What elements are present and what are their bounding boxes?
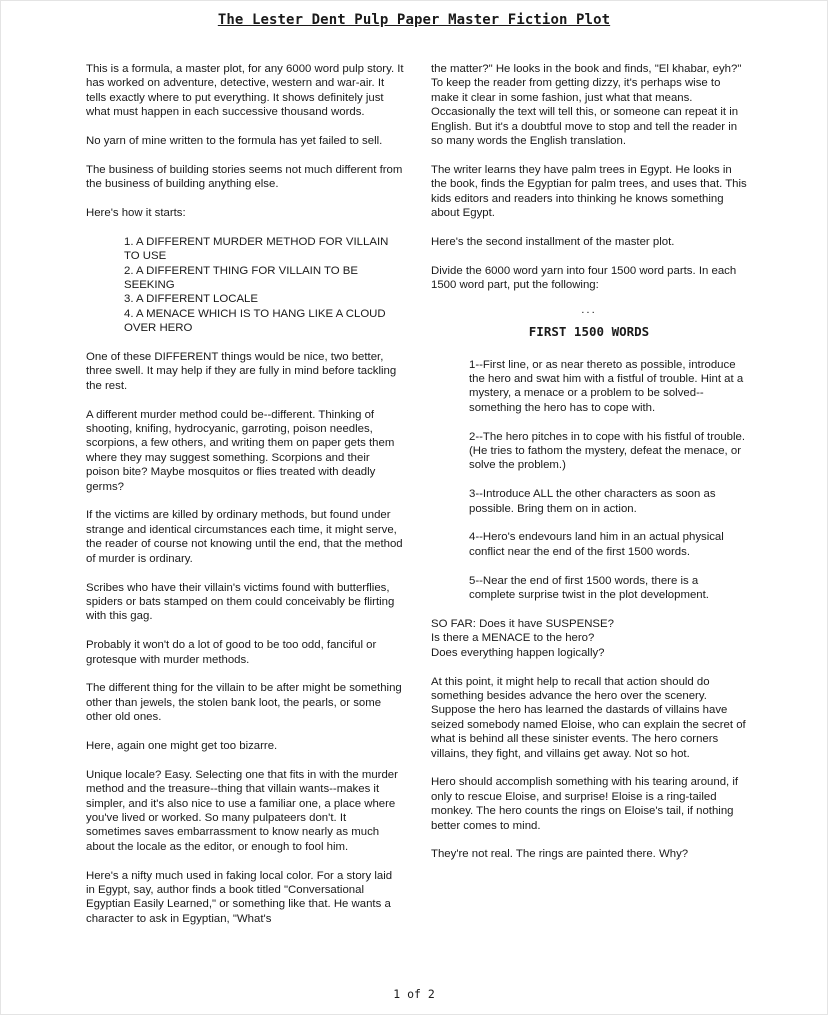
paragraph: A different murder method could be--different. Thinking of shooting, knifing, hydrocyanic, garroting, poison needles, scorpions, a few others, and writing them on paper gets them where they may suggest something. Scorpions and their poison bite? Maybe mosquitos or flies treated with deadly germs? bbox=[86, 408, 395, 493]
paragraph: The writer learns they have palm trees in Egypt. He looks in the book, finds the Egyptian for palm trees, and uses that. This kids editors and readers into thinking he knows something about Egypt. bbox=[431, 163, 747, 220]
paragraph: One of these DIFFERENT things would be nice, two better, three swell. It may help if they are fully in mind before tackling the rest. bbox=[86, 351, 397, 392]
paragraph: This is a formula, a master plot, for any 6000 word pulp story. It has worked on adventure, detective, western and war-air. It tells exactly where to put everything. It shows definitely just what must happen in each successive thousand words. bbox=[86, 63, 404, 119]
paragraph: Here's how it starts: bbox=[86, 207, 186, 220]
paragraph: No yarn of mine written to the formula has yet failed to sell. bbox=[86, 135, 383, 148]
paragraph: Here, again one might get too bizarre. bbox=[86, 739, 278, 752]
list-item: 1. A DIFFERENT MURDER METHOD FOR VILLAIN TO USE bbox=[124, 235, 389, 263]
left-column bbox=[86, 62, 404, 941]
list-item: 2. A DIFFERENT THING FOR VILLAIN TO BE SEEKING bbox=[124, 264, 358, 292]
list-item: 3. A DIFFERENT LOCALE bbox=[124, 293, 258, 306]
list-item: 4. A MENACE WHICH IS TO HANG LIKE A CLOUD OVER HERO bbox=[124, 307, 386, 335]
so-far-line: Is there a MENACE to the hero? bbox=[431, 632, 595, 645]
paragraph: At this point, it might help to recall that action should do something besides advance the hero over the scenery. Suppose the hero has learned the dastards of villains have seized somebody named Eloise, who can explain the secret of what is behind all these sinister events. The hero corners villains, they fight, and villains get away. Not so hot. bbox=[431, 675, 746, 760]
paragraph: Here's a nifty much used in faking local color. For a story laid in Egypt, say, author finds a book titled "Conversational Egyptian Easily Learned," or something like that. He wants a character to ask in Egyptian, "What's bbox=[86, 869, 393, 925]
section-heading: FIRST 1500 WORDS bbox=[528, 324, 650, 340]
paragraph: the matter?" He looks in the book and finds, "El khabar, eyh?" To keep the reader from getting dizzy, it's perhaps wise to make it clear in some fashion, just what that means. Occasionally the text will tell this, or someone can repeat it in English. But it's a doubtful move to stop and tell the reader in so many words the English translation. bbox=[431, 63, 742, 148]
right-column bbox=[431, 62, 747, 876]
paragraph: Probably it won't do a lot of good to be too odd, fanciful or grotesque with murder methods. bbox=[86, 639, 377, 666]
paragraph: Scribes who have their villain's victims found with butterflies, spiders or bats stamped on them could conceivably be flirting with this gag. bbox=[86, 581, 395, 623]
plot-step: 2--The hero pitches in to cope with his fistful of trouble. (He tries to fathom the mystery, defeat the menace, or solve the problem.) bbox=[469, 430, 746, 472]
page-number: 1 of 2 bbox=[393, 987, 435, 1001]
plot-step: 4--Hero's endevours land him in an actual physical conflict near the end of the first 1500 words. bbox=[469, 531, 724, 558]
section-ellipsis: ... bbox=[581, 303, 597, 316]
paragraph: If the victims are killed by ordinary methods, but found under strange and identical circumstances each time, it might serve, the reader of course not knowing until the end, that the method of murder is ordinary. bbox=[86, 509, 403, 565]
paragraph: They're not real. The rings are painted there. Why? bbox=[431, 848, 689, 861]
plot-step: 5--Near the end of first 1500 words, there is a complete surprise twist in the plot development. bbox=[469, 574, 709, 602]
so-far-line: SO FAR: Does it have SUSPENSE? bbox=[431, 617, 614, 630]
so-far-block bbox=[431, 617, 747, 660]
numbered-list bbox=[86, 235, 404, 336]
so-far-line: Does everything happen logically? bbox=[431, 646, 605, 659]
paragraph: The different thing for the villain to be after might be something other than jewels, the stolen bank loot, the pearls, or some other old ones. bbox=[86, 682, 402, 724]
paragraph: Here's the second installment of the master plot. bbox=[431, 235, 675, 248]
paragraph: Divide the 6000 word yarn into four 1500 word parts. In each 1500 word part, put the following: bbox=[431, 264, 737, 292]
plot-steps bbox=[431, 358, 747, 603]
paragraph: The business of building stories seems not much different from the business of building anything else. bbox=[86, 163, 403, 191]
plot-step: 1--First line, or as near thereto as possible, introduce the hero and swat him with a fistful of trouble. Hint at a mystery, a menace or a problem to be solved--something the hero has to cope with. bbox=[469, 358, 744, 414]
paragraph: Unique locale? Easy. Selecting one that fits in with the murder method and the treasure--thing that villain wants--makes it simpler, and it's also nice to use a familiar one, a place where you've lived or worked. So many pulpateers don't. It sometimes saves embarrassment to know nearly as much about the locale as the editor, or enough to fool him. bbox=[86, 768, 398, 853]
plot-step: 3--Introduce ALL the other characters as soon as possible. Bring them on in action. bbox=[469, 488, 716, 515]
paragraph: Hero should accomplish something with his tearing around, if only to rescue Eloise, and surprise! Eloise is a ring-tailed monkey. The hero counts the rings on Eloise's tail, if nothing better comes to mind. bbox=[431, 776, 739, 832]
page-title: The Lester Dent Pulp Paper Master Fiction Plot bbox=[217, 12, 611, 28]
